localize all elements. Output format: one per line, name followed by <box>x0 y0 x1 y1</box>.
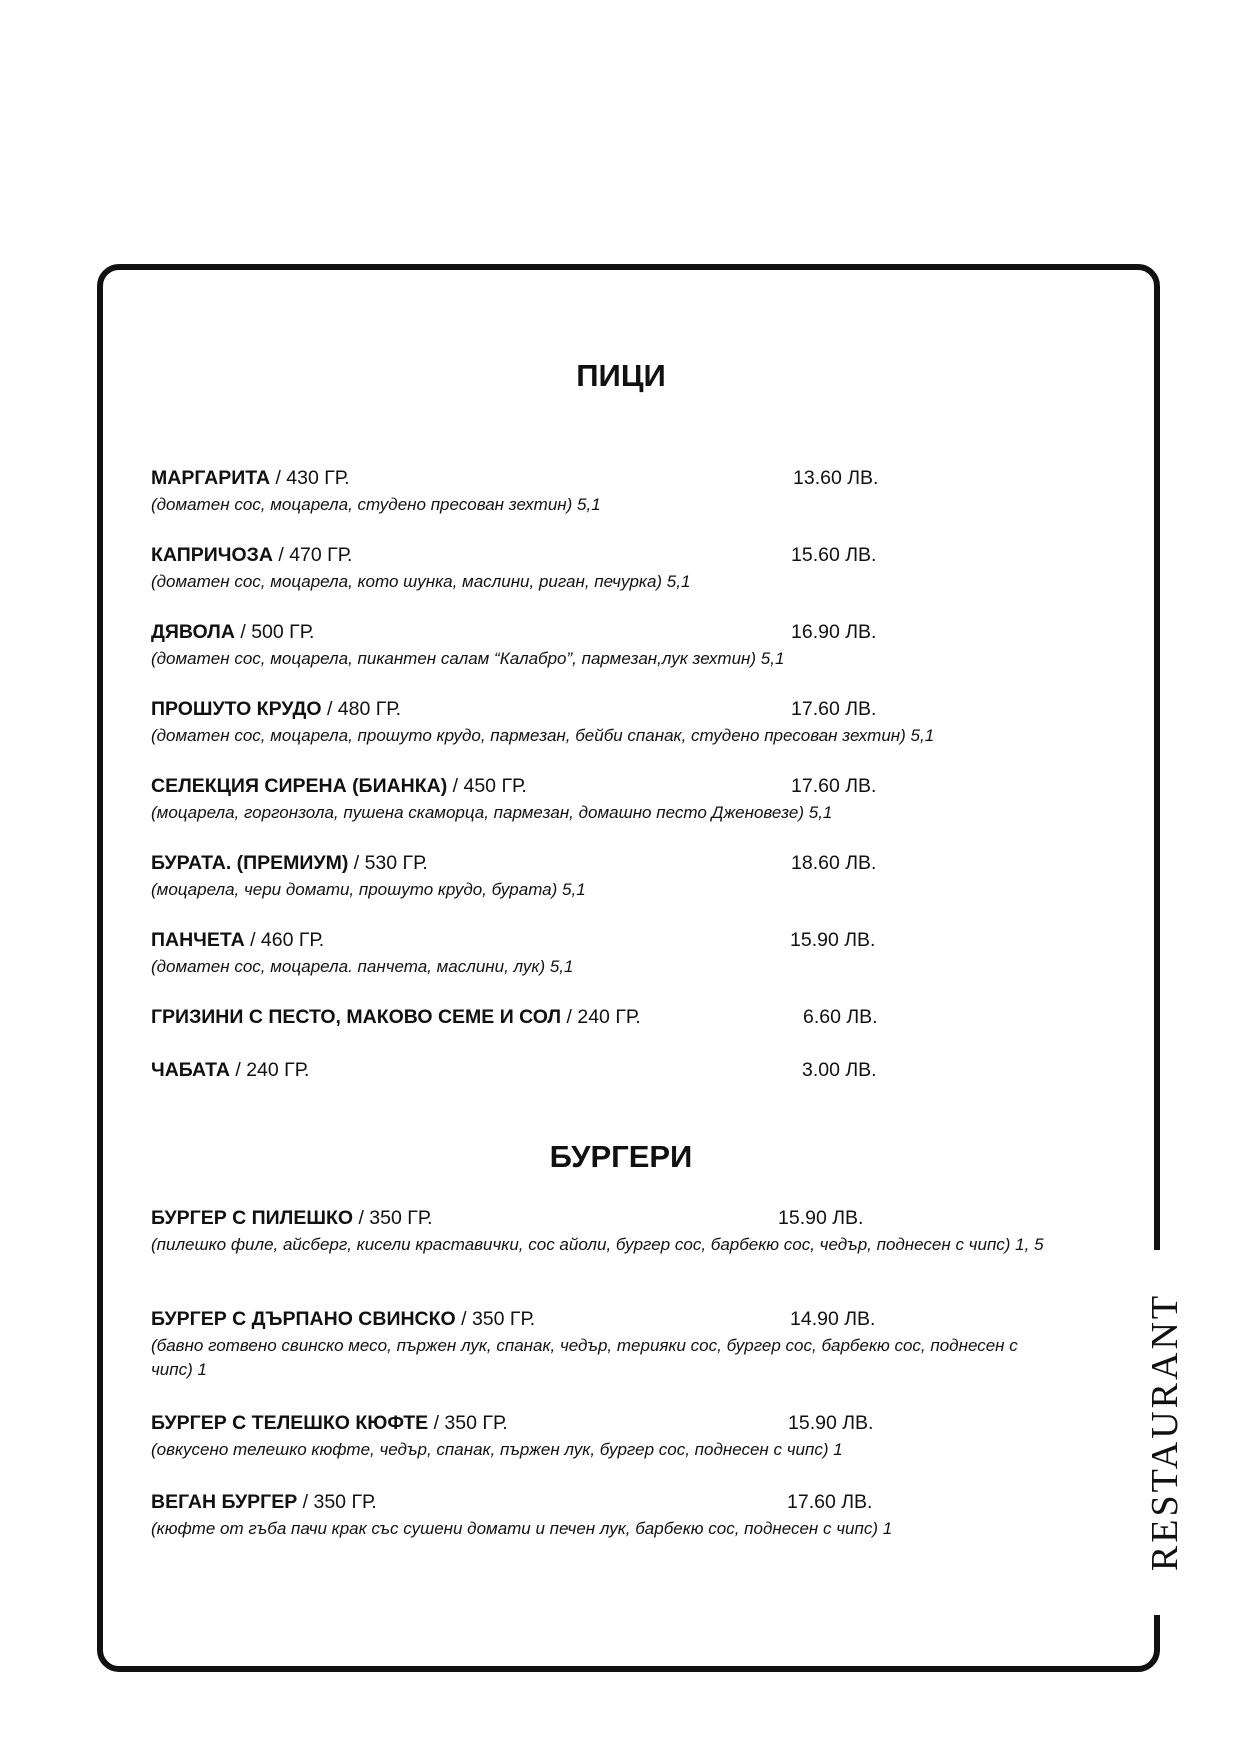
item-description: (моцарела, горгонзола, пушена скаморца, пармезан, домашно песто Дженовезе) 5,1 <box>151 803 833 822</box>
item-price: 15.90 ЛВ. <box>790 929 876 951</box>
menu-item <box>151 851 1081 902</box>
menu-item <box>151 1411 1081 1462</box>
item-weight: / 350 ГР. <box>302 1491 377 1513</box>
item-description: (доматен сос, моцарела. панчета, маслини, лук) 5,1 <box>151 957 574 976</box>
item-price: 15.90 ЛВ. <box>778 1207 864 1229</box>
item-name: ГРИЗИНИ С ПЕСТО, МАКОВО СЕМЕ И СОЛ <box>151 1006 562 1028</box>
item-weight: / 450 ГР. <box>452 775 527 797</box>
menu-item <box>151 928 1081 979</box>
menu-item <box>151 774 1081 825</box>
menu-item <box>151 543 1081 594</box>
item-weight: / 240 ГР. <box>235 1059 310 1081</box>
item-price: 18.60 ЛВ. <box>791 852 877 874</box>
item-description: (доматен сос, моцарела, студено пресован зехтин) 5,1 <box>151 495 601 514</box>
item-name: КАПРИЧОЗА <box>151 544 273 566</box>
item-price: 6.60 ЛВ. <box>803 1006 878 1028</box>
item-price: 13.60 ЛВ. <box>793 467 879 489</box>
brand-label: RESTAURANT <box>1144 1292 1186 1572</box>
item-name: ПАНЧЕТА <box>151 929 245 951</box>
item-price: 15.60 ЛВ. <box>791 544 877 566</box>
item-description: (моцарела, чери домати, прошуто крудо, бурата) 5,1 <box>151 880 586 899</box>
item-price: 14.90 ЛВ. <box>790 1308 876 1330</box>
item-price: 15.90 ЛВ. <box>788 1412 874 1434</box>
item-weight: / 530 ГР. <box>353 852 428 874</box>
item-description: (бавно готвено свинско месо, пържен лук, спанак, чедър, терияки сос, бургер сос, барбекю сос, поднесен с чипс) 1 <box>151 1336 1018 1379</box>
item-name: БУРАТА. (ПРЕМИУМ) <box>151 852 349 874</box>
item-description: (овкусено телешко кюфте, чедър, спанак, пържен лук, бургер сос, поднесен с чипс) 1 <box>151 1440 843 1459</box>
item-weight: / 350 ГР. <box>358 1207 433 1229</box>
item-price: 17.60 ЛВ. <box>791 698 877 720</box>
section-title-burgers: БУРГЕРИ <box>549 1139 693 1174</box>
item-description: (доматен сос, моцарела, кото шунка, маслини, риган, печурка) 5,1 <box>151 572 691 591</box>
item-description: (доматен сос, моцарела, прошуто крудо, пармезан, бейби спанак, студено пресован зехтин) 5,1 <box>151 726 935 745</box>
item-name: МАРГАРИТА <box>151 467 271 489</box>
item-weight: / 350 ГР. <box>433 1412 508 1434</box>
menu-item <box>151 1005 1081 1029</box>
menu-item <box>151 1307 1081 1382</box>
item-name: БУРГЕР С ДЪРПАНО СВИНСКО <box>151 1308 456 1330</box>
menu-item <box>151 1490 1081 1541</box>
item-weight: / 430 ГР. <box>275 467 350 489</box>
item-weight: / 240 ГР. <box>566 1006 641 1028</box>
item-name: ВЕГАН БУРГЕР <box>151 1491 298 1513</box>
item-name: БУРГЕР С ТЕЛЕШКО КЮФТЕ <box>151 1412 429 1434</box>
item-weight: / 460 ГР. <box>250 929 325 951</box>
item-name: СЕЛЕКЦИЯ СИРЕНА (БИАНКА) <box>151 775 448 797</box>
menu-item <box>151 620 1081 671</box>
menu-item <box>151 1058 1081 1082</box>
item-weight: / 480 ГР. <box>326 698 402 720</box>
menu-item <box>151 697 1081 748</box>
item-price: 17.60 ЛВ. <box>791 775 877 797</box>
item-description: (кюфте от гъба пачи крак със сушени домати и печен лук, барбекю сос, поднесен с чипс) 1 <box>151 1519 893 1538</box>
item-price: 17.60 ЛВ. <box>787 1491 873 1513</box>
item-name: ЧАБАТА <box>151 1059 230 1081</box>
menu-item <box>151 466 1081 517</box>
item-name: ДЯВОЛА <box>151 621 235 643</box>
section-title-pizza: ПИЦИ <box>576 358 666 393</box>
item-description: (пилешко филе, айсберг, кисели краставички, сос айоли, бургер сос, барбекю сос, чедър, поднесен с чипс) 1, 5 <box>151 1235 1044 1254</box>
item-price: 3.00 ЛВ. <box>802 1059 877 1081</box>
item-price: 16.90 ЛВ. <box>791 621 877 643</box>
item-name: ПРОШУТО КРУДО <box>151 698 322 720</box>
item-description: (доматен сос, моцарела, пикантен салам “Калабро”, пармезан,лук зехтин) 5,1 <box>151 649 785 668</box>
item-weight: / 470 ГР. <box>278 544 353 566</box>
item-weight: / 500 ГР. <box>240 621 315 643</box>
item-weight: / 350 ГР. <box>461 1308 536 1330</box>
item-name: БУРГЕР С ПИЛЕШКО <box>151 1207 354 1229</box>
menu-item <box>151 1206 1081 1257</box>
